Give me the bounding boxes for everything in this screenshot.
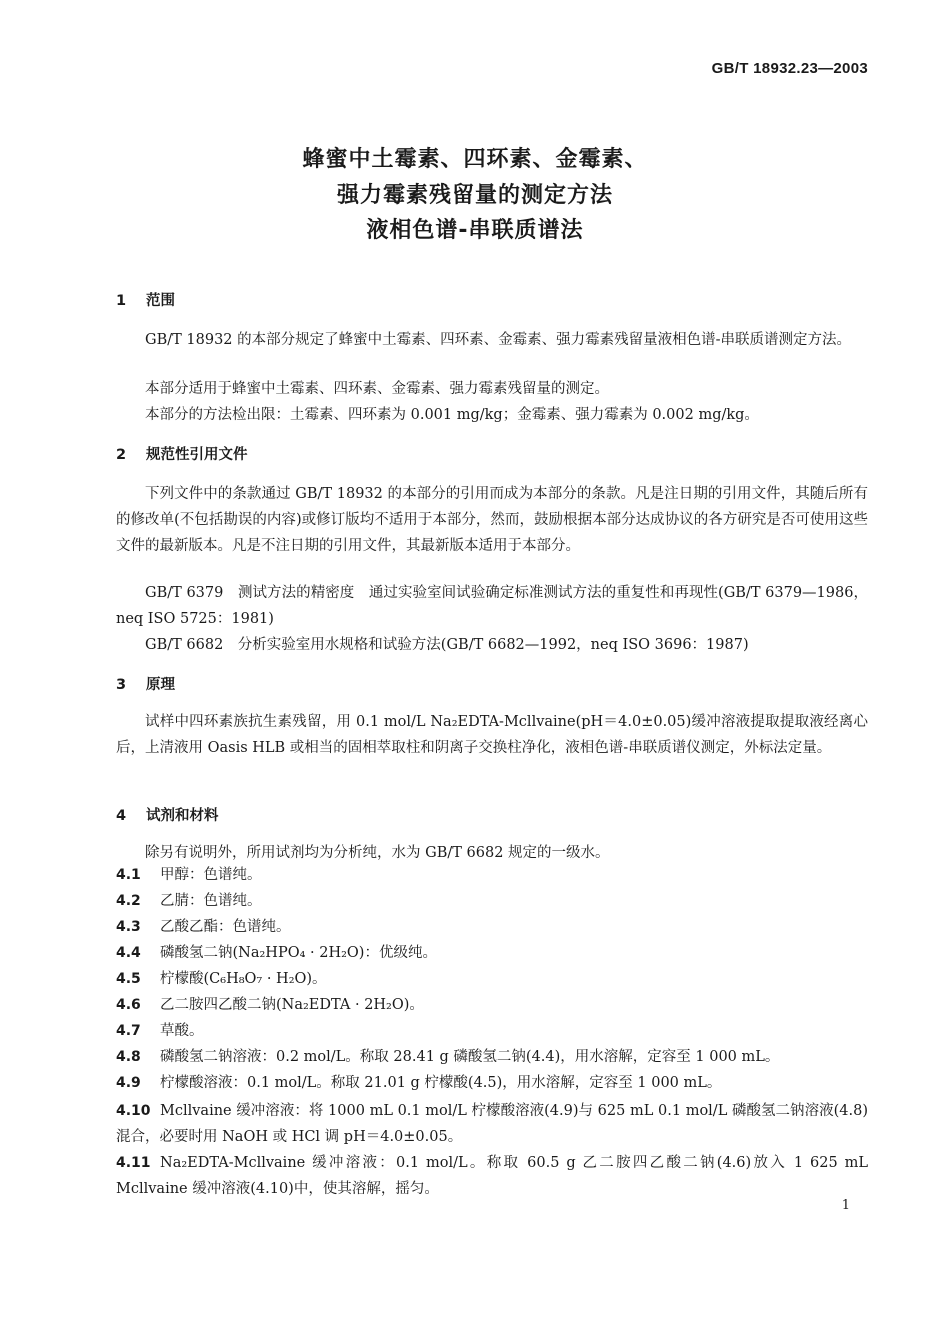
section-number: 1: [116, 293, 127, 309]
section-number: 2: [116, 447, 127, 463]
document-title-line-2: 强力霉素残留量的测定方法: [336, 183, 613, 208]
section-title: 原理: [146, 677, 175, 693]
section-number: 3: [116, 677, 127, 693]
list-item: 4.11 Na₂EDTA-Mcllvaine 缓冲溶液：0.1 mol/L。称取 60.5 g 乙二胺四乙酸二钠(4.6)放入 1 625 mL Mcllvaine 缓冲溶液(4.10)中，使其溶解，摇匀。: [116, 1155, 868, 1197]
section-1-paragraph-3: 本部分的方法检出限：土霉素、四环素为 0.001 mg/kg；金霉素、强力霉素为 0.002 mg/kg。: [145, 407, 759, 423]
document-title-line-1: 蜂蜜中土霉素、四环素、金霉素、: [302, 147, 648, 172]
section-4-heading: [116, 804, 219, 825]
document-title-line-3: 液相色谱-串联质谱法: [366, 218, 584, 243]
list-item: 4.2 乙腈：色谱纯。: [116, 893, 262, 909]
standard-code: GB/T 18932.23—2003: [711, 60, 868, 77]
list-item: 4.3 乙酸乙酯：色谱纯。: [116, 919, 291, 935]
section-2-paragraph-1: 下列文件中的条款通过 GB/T 18932 的本部分的引用而成为本部分的条款。凡是注日期的引用文件，其随后所有的修改单(不包括勘误的内容)或修订版均不适用于本部分，然而，鼓励根据本部分达成协议的各方研究是否可使用这些文件的最新版本。凡是不注日期的引用文件，其最新版本适用于本部分。: [116, 486, 868, 554]
list-item: 4.8 磷酸氢二钠溶液：0.2 mol/L。称取 28.41 g 磷酸氢二钠(4.4)，用水溶解，定容至 1 000 mL。: [116, 1049, 780, 1065]
list-item: 4.4 磷酸氢二钠(Na₂HPO₄ · 2H₂O)：优级纯。: [116, 945, 437, 961]
section-3-paragraph-1: 试样中四环素族抗生素残留，用 0.1 mol/L Na₂EDTA-Mcllvaine(pH＝4.0±0.05)缓冲溶液提取提取液经离心后，上清液用 Oasis HLB 或相当的固相萃取柱和阴离子交换柱净化，液相色谱-串联质谱仪测定，外标法定量。: [116, 714, 868, 756]
list-item: 4.7 草酸。: [116, 1023, 204, 1039]
section-3-heading: [116, 673, 175, 694]
list-item: 4.9 柠檬酸溶液：0.1 mol/L。称取 21.01 g 柠檬酸(4.5)，用水溶解，定容至 1 000 mL。: [116, 1075, 722, 1091]
section-title: 试剂和材料: [146, 808, 219, 824]
reference-gbt-6379: GB/T 6379 测试方法的精密度 通过实验室间试验确定标准测试方法的重复性和再现性(GB/T 6379—1986，neq ISO 5725：1981): [116, 585, 868, 627]
section-number: 4: [116, 808, 127, 824]
section-2-heading: [116, 443, 248, 464]
section-title: 规范性引用文件: [146, 447, 248, 463]
list-item: 4.5 柠檬酸(C₆H₈O₇ · H₂O)。: [116, 971, 327, 987]
list-item: 4.10 Mcllvaine 缓冲溶液：将 1000 mL 0.1 mol/L 柠檬酸溶液(4.9)与 625 mL 0.1 mol/L 磷酸氢二钠溶液(4.8)混合，必要时用 NaOH 或 HCl 调 pH＝4.0±0.05。: [116, 1103, 868, 1145]
page-number: 1: [841, 1198, 850, 1213]
section-1-heading: [116, 289, 175, 310]
section-1-paragraph-1: GB/T 18932 的本部分规定了蜂蜜中土霉素、四环素、金霉素、强力霉素残留量液相色谱-串联质谱测定方法。: [145, 332, 852, 348]
list-item: 4.6 乙二胺四乙酸二钠(Na₂EDTA · 2H₂O)。: [116, 997, 424, 1013]
list-item: 4.1 甲醇：色谱纯。: [116, 867, 262, 883]
section-title: 范围: [146, 293, 175, 309]
section-1-paragraph-2: 本部分适用于蜂蜜中土霉素、四环素、金霉素、强力霉素残留量的测定。: [145, 381, 609, 397]
reference-gbt-6682: GB/T 6682 分析实验室用水规格和试验方法(GB/T 6682—1992，neq ISO 3696：1987): [145, 637, 749, 653]
section-4-intro: 除另有说明外，所用试剂均为分析纯，水为 GB/T 6682 规定的一级水。: [145, 845, 610, 861]
